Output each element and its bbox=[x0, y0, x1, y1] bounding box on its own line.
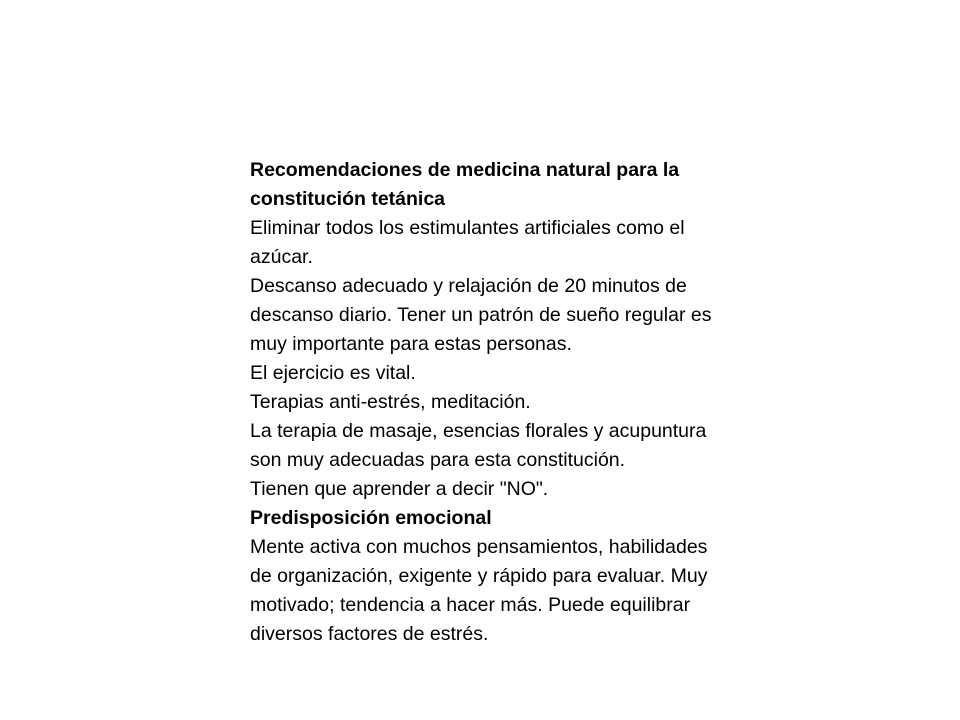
paragraph: Tienen que aprender a decir "NO". bbox=[250, 478, 549, 500]
paragraph: Mente activa con muchos pensamientos, habilidades de organización, exigente y rápido para evaluar. Muy motivado; tendencia a hacer más. Puede equilibrar diversos factores de estrés. bbox=[250, 536, 708, 645]
paragraph: Terapias anti-estrés, meditación. bbox=[250, 391, 531, 413]
heading-emotional-predisposition: Predisposición emocional bbox=[250, 507, 492, 529]
paragraph: Eliminar todos los estimulantes artificiales como el azúcar. bbox=[250, 217, 685, 268]
text-block bbox=[250, 156, 720, 649]
paragraph: La terapia de masaje, esencias florales y acupuntura son muy adecuadas para esta constitución. bbox=[250, 420, 707, 471]
paragraph: El ejercicio es vital. bbox=[250, 362, 416, 384]
paragraph: Descanso adecuado y relajación de 20 minutos de descanso diario. Tener un patrón de sueño regular es muy importante para estas personas. bbox=[250, 275, 712, 355]
heading-recommendations: Recomendaciones de medicina natural para la constitución tetánica bbox=[250, 159, 680, 210]
